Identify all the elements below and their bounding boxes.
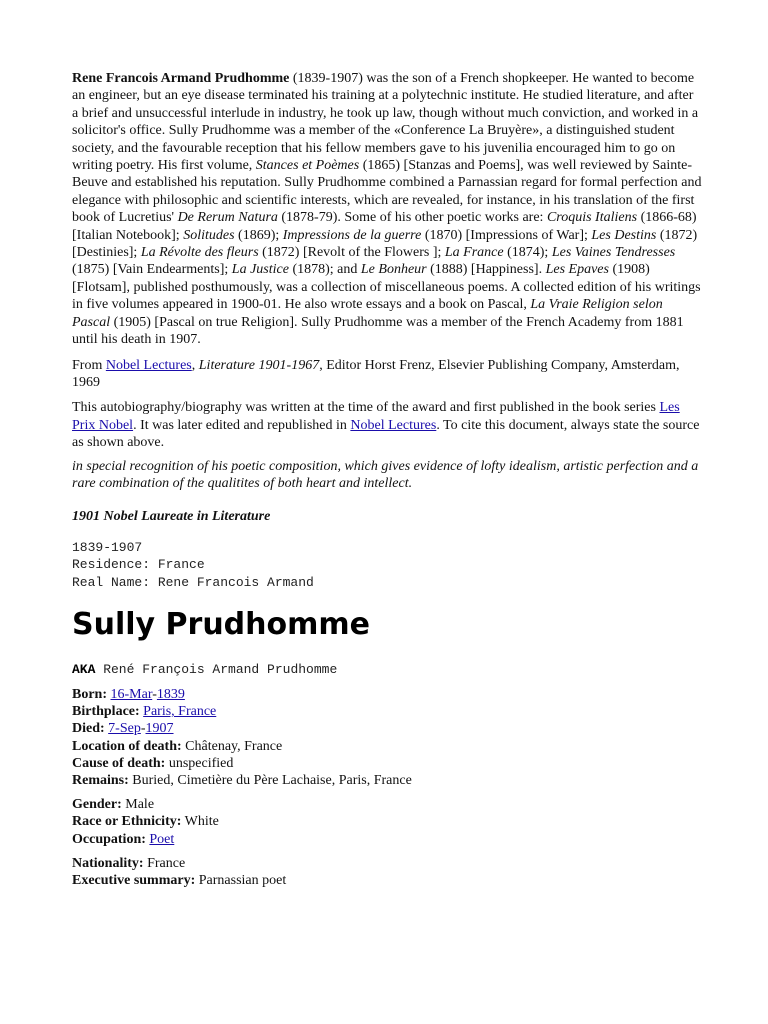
birthplace-link[interactable]: Paris, France <box>143 704 217 720</box>
fact-birthplace: Birthplace: Paris, France <box>72 704 217 720</box>
mono-real-name: Real Name: Rene Francois Armand <box>72 574 314 590</box>
laureate-heading: 1901 Nobel Laureate in Literature <box>72 509 271 525</box>
source-paragraph: From Nobel Lectures, Literature 1901-1967, Editor Horst Frenz, Elsevier Publishing Company, Amsterdam, 1969 <box>72 357 680 390</box>
born-year-link[interactable]: 1839 <box>156 686 185 702</box>
work-title: Les Destins <box>591 227 657 243</box>
facts-group-identity <box>72 796 702 848</box>
mono-years: 1839-1907 <box>72 539 143 555</box>
work-title: La France <box>444 245 504 261</box>
fact-died: Died: 7-Sep-1907 <box>72 721 174 737</box>
died-day-link[interactable]: 7-Sep <box>108 721 141 737</box>
les-prix-nobel-link[interactable]: Les Prix Nobel <box>72 400 680 433</box>
facts-list <box>72 686 702 889</box>
died-year-link[interactable]: 1907 <box>145 721 174 737</box>
nobel-lectures-link-2[interactable]: Nobel Lectures <box>350 417 437 433</box>
work-title: La Révolte des fleurs <box>140 245 259 261</box>
fact-executive-summary: Executive summary: Parnassian poet <box>72 873 287 888</box>
work-title: Stances et Poèmes <box>255 158 360 174</box>
biography-paragraph: Rene Francois Armand Prudhomme (1839-1907) was the son of a French shopkeeper. He wanted to become an engineer, but an eye disease terminated his training at a polytechnic institute. He studied literature, and after a brief and unsuccessful interlude in industry, he took up law, though without much conviction, and worked in a solicitor's office. Sully Prudhomme was a member of the «Conference La Bruyère», a distinguished student society, and the favourable reception that his fellow members gave to his juvenilia encouraged him to go on writing poetry. His first volume, Stances et Poèmes (1865) [Stanzas and Poems], was well reviewed by Sainte-Beuve and established his reputation. Sully Prudhomme combined a Parnassian regard for formal perfection and elegance with philosophic and scientific interests, which are revealed, for instance, in his translation of the first book of Lucretius' De Rerum Natura (1878-79). Some of his other poetic works are: Croquis Italiens (1866-68) [Italian Notebook]; Solitudes (1869); Impressions de la guerre (1870) [Impressions of War]; Les Destins (1872) [Destinies]; La Révolte des fleurs (1872) [Revolt of the Flowers ]; La France (1874); Les Vaines Tendresses (1875) [Vain Endearments]; La Justice (1878); and Le Bonheur (1888) [Happiness]. Les Epaves (1908) [Flotsam], published posthumously, was a collection of miscellaneous poems. A collected edition of his writings in five volumes appeared in 1900-01. He also wrote essays and a book on Pascal, La Vraie Religion selon Pascal (1905) [Pascal on true Religion]. Sully Prudhomme was a member of the French Academy from 1881 until his death in 1907. <box>72 71 702 348</box>
facts-group-summary <box>72 855 702 889</box>
aka-value: René François Armand Prudhomme <box>95 661 338 677</box>
aka-label: AKA <box>72 661 96 677</box>
book-title: Literature 1901-1967 <box>198 357 320 373</box>
fact-location-of-death: Location of death: Châtenay, France <box>72 738 283 754</box>
work-title: Le Bonheur <box>360 262 427 278</box>
work-title: Solitudes <box>183 227 235 243</box>
fact-cause-of-death: Cause of death: unspecified <box>72 755 234 771</box>
subject-name: Rene Francois Armand Prudhomme <box>72 71 290 86</box>
fact-remains: Remains: Buried, Cimetière du Père Lachaise, Paris, France <box>72 772 412 788</box>
aka-line <box>72 661 702 678</box>
fact-race: Race or Ethnicity: White <box>72 814 219 830</box>
mono-residence: Residence: France <box>72 557 205 573</box>
nobel-lectures-link[interactable]: Nobel Lectures <box>105 357 192 373</box>
work-title: Les Epaves <box>545 262 609 278</box>
fact-born: Born: 16-Mar-1839 <box>72 686 185 702</box>
fact-gender: Gender: Male <box>72 797 155 813</box>
citation-note: This autobiography/biography was written at the time of the award and first published in the book series Les Prix Nobel. It was later edited and republished in Nobel Lectures. To cite this document, always state the source as shown above. <box>72 400 700 451</box>
page-title: Sully Prudhomme <box>72 606 370 642</box>
work-title: La Vraie Religion selon Pascal <box>72 297 663 330</box>
occupation-link[interactable]: Poet <box>149 831 175 847</box>
work-title: Impressions de la guerre <box>282 227 422 243</box>
award-citation: in special recognition of his poetic composition, which gives evidence of lofty idealism, artistic perfection and a rare combination of the qualitites of both heart and intellect. <box>72 458 699 491</box>
work-title: Les Vaines Tendresses <box>551 245 676 261</box>
fact-nationality: Nationality: France <box>72 855 186 871</box>
facts-group-life <box>72 686 702 789</box>
fact-occupation: Occupation: Poet <box>72 831 175 847</box>
document-page <box>72 70 702 896</box>
born-day-link[interactable]: 16-Mar <box>110 686 153 702</box>
work-title: La Justice <box>231 262 289 278</box>
work-title: Croquis Italiens <box>546 210 638 226</box>
work-title: De Rerum Natura <box>177 210 278 226</box>
